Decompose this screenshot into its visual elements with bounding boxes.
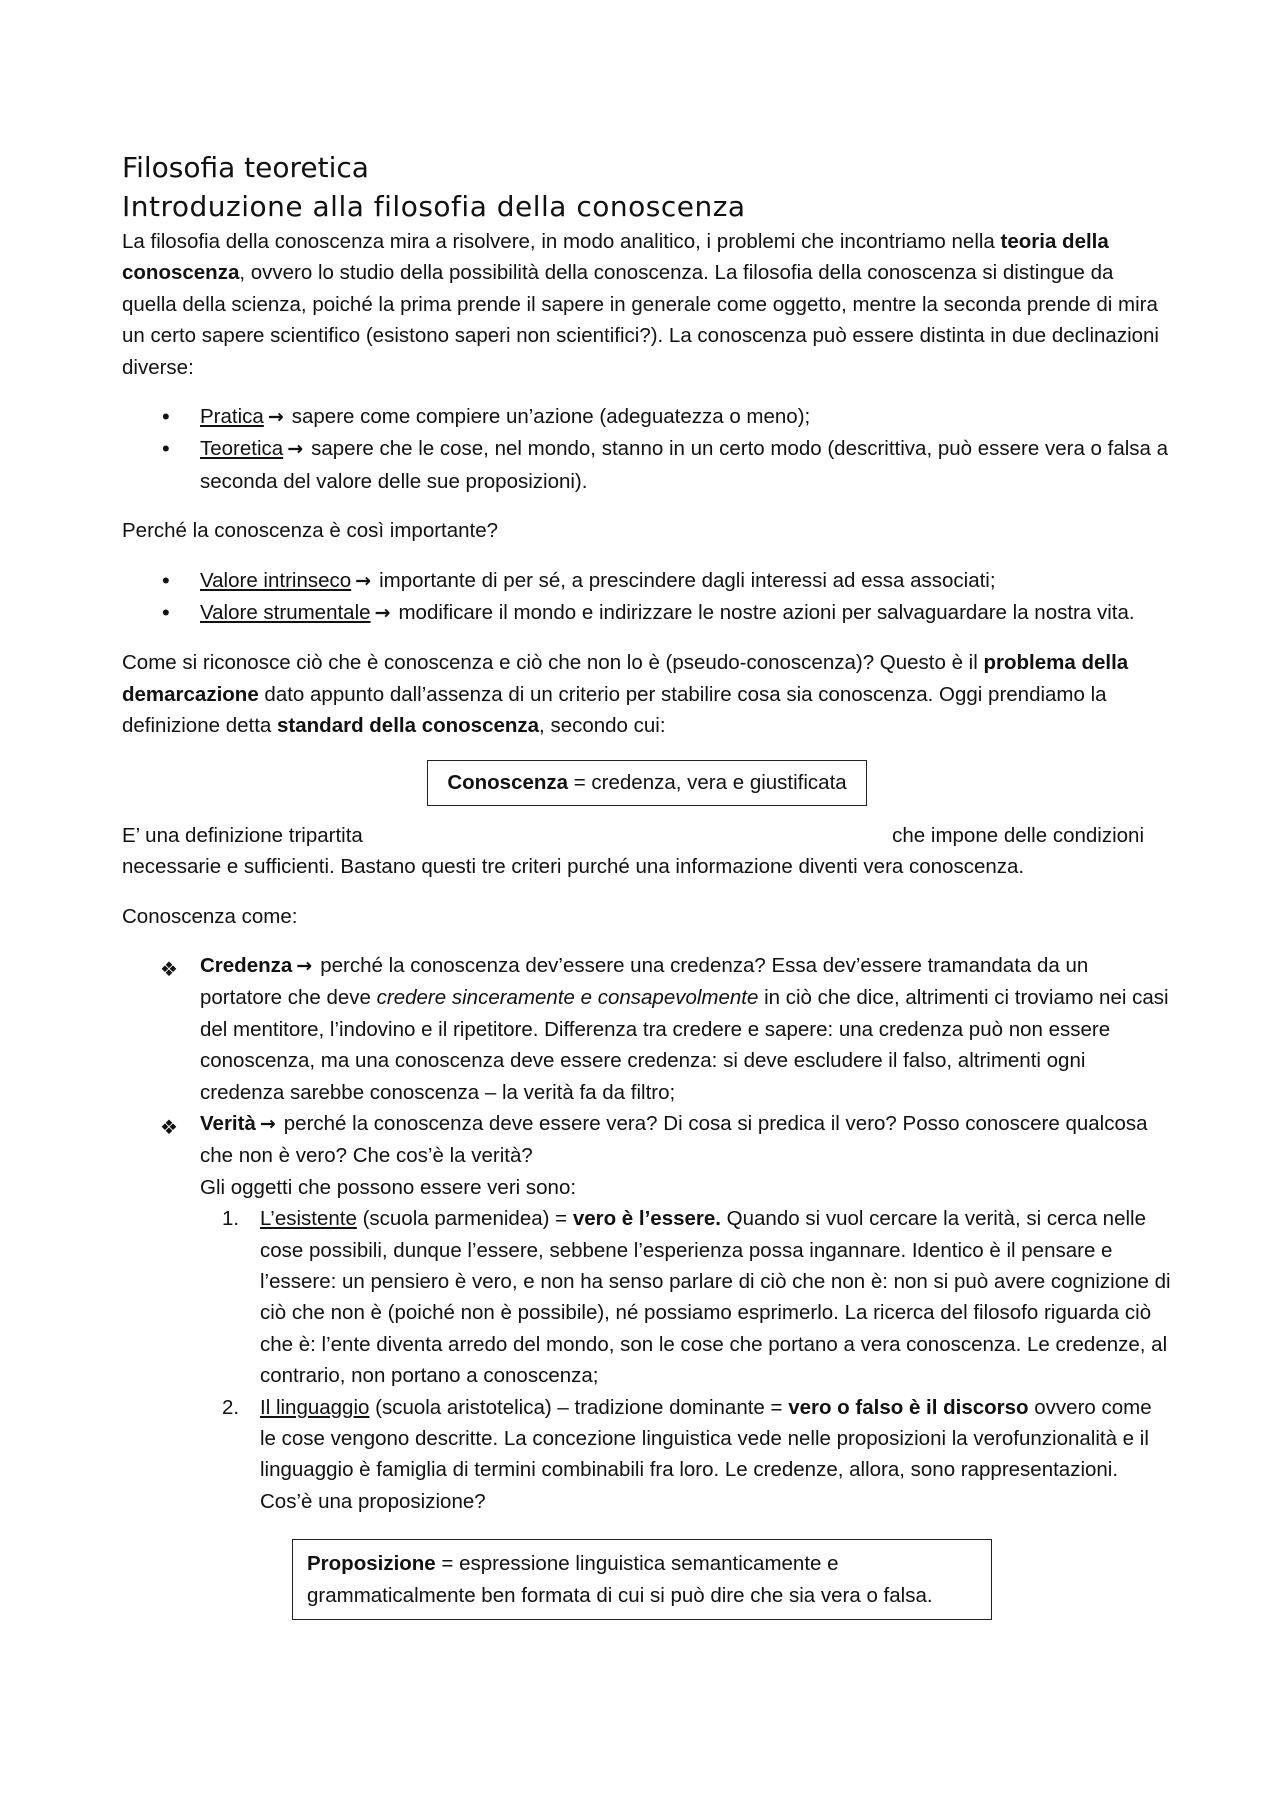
diamond-bullet-icon: ❖	[160, 956, 178, 981]
conoscenza-come-label: Conoscenza come:	[122, 904, 298, 928]
list-item-credenza: ❖ Credenza → perché la conoscenza dev’essere una credenza? Essa dev’essere tramandata da un portatore che deve credere sinceramente e consapevolmente in ciò che dice, altrimenti ci troviamo nei casi del mentitore, l’indovino e il ripetitore. Differenza tra credere e sapere: una credenza può non essere conoscenza, ma una conoscenza deve essere credenza: si deve escludere il falso, altrimenti ogni credenza sarebbe conoscenza – la verità fa da filtro;	[160, 953, 1169, 1104]
list-item: 2. Il linguaggio (scuola aristotelica) – tradizione dominante = vero o falso è il discorso ovvero come le cose vengono descritte. La concezione linguistica vede nelle proposizioni la verofunzionalità e il linguaggio è famiglia di termini combinabili fra loro. Le credenze, allora, sono rappresentazioni. Cos’è una proposizione?	[222, 1395, 1152, 1513]
arrow-right-icon: →	[259, 1112, 276, 1135]
arrow-right-icon: →	[287, 438, 304, 461]
arrow-right-icon: →	[374, 602, 391, 625]
section-heading: Introduzione alla filosofia della conoscenza	[122, 190, 746, 223]
arrow-right-icon: →	[355, 569, 372, 592]
numbered-list	[200, 1203, 1172, 1517]
list-item-verita: ❖ Verità → perché la conoscenza deve essere vera? Di cosa si predica il vero? Posso conoscere qualcosa che non è vero? Che cos’è la verità? Gli oggetti che possono essere veri sono: 1. L’esistente (scuola parmenidea) = vero è l’essere. Quando si vuol cercare la verità, si cerca nelle cose possibili, dunque l’essere, sebbene l’esperienza possa ingannare. Identico è il pensare e l’essere: un pensiero è vero, e non ha senso parlare di ciò che non è: non si può avere cognizione di ciò che non è (poiché non è possibile), né possiamo esprimerlo. La ricerca del filosofo riguarda ciò che è: l’ente diventa arredo del mondo, son le cose che portano a vera conoscenza. Le credenze, al contrario, non portano a conoscenza; 2. Il linguaggio (scuola aristotelica) – tradizione dominante = vero o falso è il discorso ovvero come le cose vengono descritte. La concezione linguistica vede nelle proposizioni la verofunzionalità e il linguaggio è famiglia di termini combinabili fra loro. Le credenze, allora, sono rappresentazioni. Cos’è una proposizione?	[122, 1108, 1172, 1517]
definition-box-conoscenza: Conoscenza = credenza, vera e giustificata	[427, 760, 867, 806]
definition-box-proposizione: Proposizione = espressione linguistica semanticamente e grammaticalmente ben formata di cui si può dire che sia vera o falsa.	[292, 1539, 992, 1620]
arrow-right-icon: →	[267, 406, 284, 429]
document-body	[122, 148, 1172, 1620]
intro-paragraph: La filosofia della conoscenza mira a risolvere, in modo analitico, i problemi che incontriamo nella teoria della conoscenza, ovvero lo studio della possibilità della conoscenza. La filosofia della conoscenza si distingue da quella della scienza, poiché la prima prende il sapere in generale come oggetto, mentre la seconda prende di mira un certo sapere scientifico (esistono saperi non scientifici?). La conoscenza può essere distinta in due declinazioni diverse:	[122, 230, 1159, 379]
list-item: • Valore intrinseco → importante di per sé, a prescindere dagli interessi ad essa associati;	[122, 565, 1172, 597]
list-item: • Valore strumentale → modificare il mondo e indirizzare le nostre azioni per salvaguardare la nostra vita.	[122, 597, 1172, 629]
list-item: • Pratica → sapere come compiere un’azione (adeguatezza o meno);	[122, 401, 1172, 433]
question-paragraph: Perché la conoscenza è così importante?	[122, 519, 499, 543]
list-item: • Teoretica → sapere che le cose, nel mondo, stanno in un certo modo (descrittiva, può essere vera o falsa a seconda del valore delle sue proposizioni).	[122, 433, 1172, 497]
demarcation-paragraph: Come si riconosce ciò che è conoscenza e ciò che non lo è (pseudo-conoscenza)? Questo è il problema della demarcazione dato appunto dall’assenza di un criterio per stabilire cosa sia conoscenza. Oggi prendiamo la definizione detta standard della conoscenza, secondo cui:	[122, 651, 1129, 738]
page-title: Filosofia teoretica	[122, 151, 369, 184]
diamond-bullet-icon: ❖	[160, 1114, 178, 1139]
tripartite-paragraph: E’ una definizione tripartita che impone delle condizioni necessarie e sufficienti. Bastano questi tre criteri purché una informazione diventi vera conoscenza.	[122, 823, 1144, 879]
value-list	[122, 565, 1172, 630]
arrow-right-icon: →	[296, 954, 313, 977]
conditions-list	[122, 950, 1172, 1517]
knowledge-types-list	[122, 401, 1172, 497]
list-item: 1. L’esistente (scuola parmenidea) = vero è l’essere. Quando si vuol cercare la verità, si cerca nelle cose possibili, dunque l’essere, sebbene l’esperienza possa ingannare. Identico è il pensare e l’essere: un pensiero è vero, e non ha senso parlare di ciò che non è: non si può avere cognizione di ciò che non è (poiché non è possibile), né possiamo esprimerlo. La ricerca del filosofo riguarda ciò che è: l’ente diventa arredo del mondo, son le cose che portano a vera conoscenza. Le credenze, al contrario, non portano a conoscenza;	[222, 1207, 1171, 1388]
